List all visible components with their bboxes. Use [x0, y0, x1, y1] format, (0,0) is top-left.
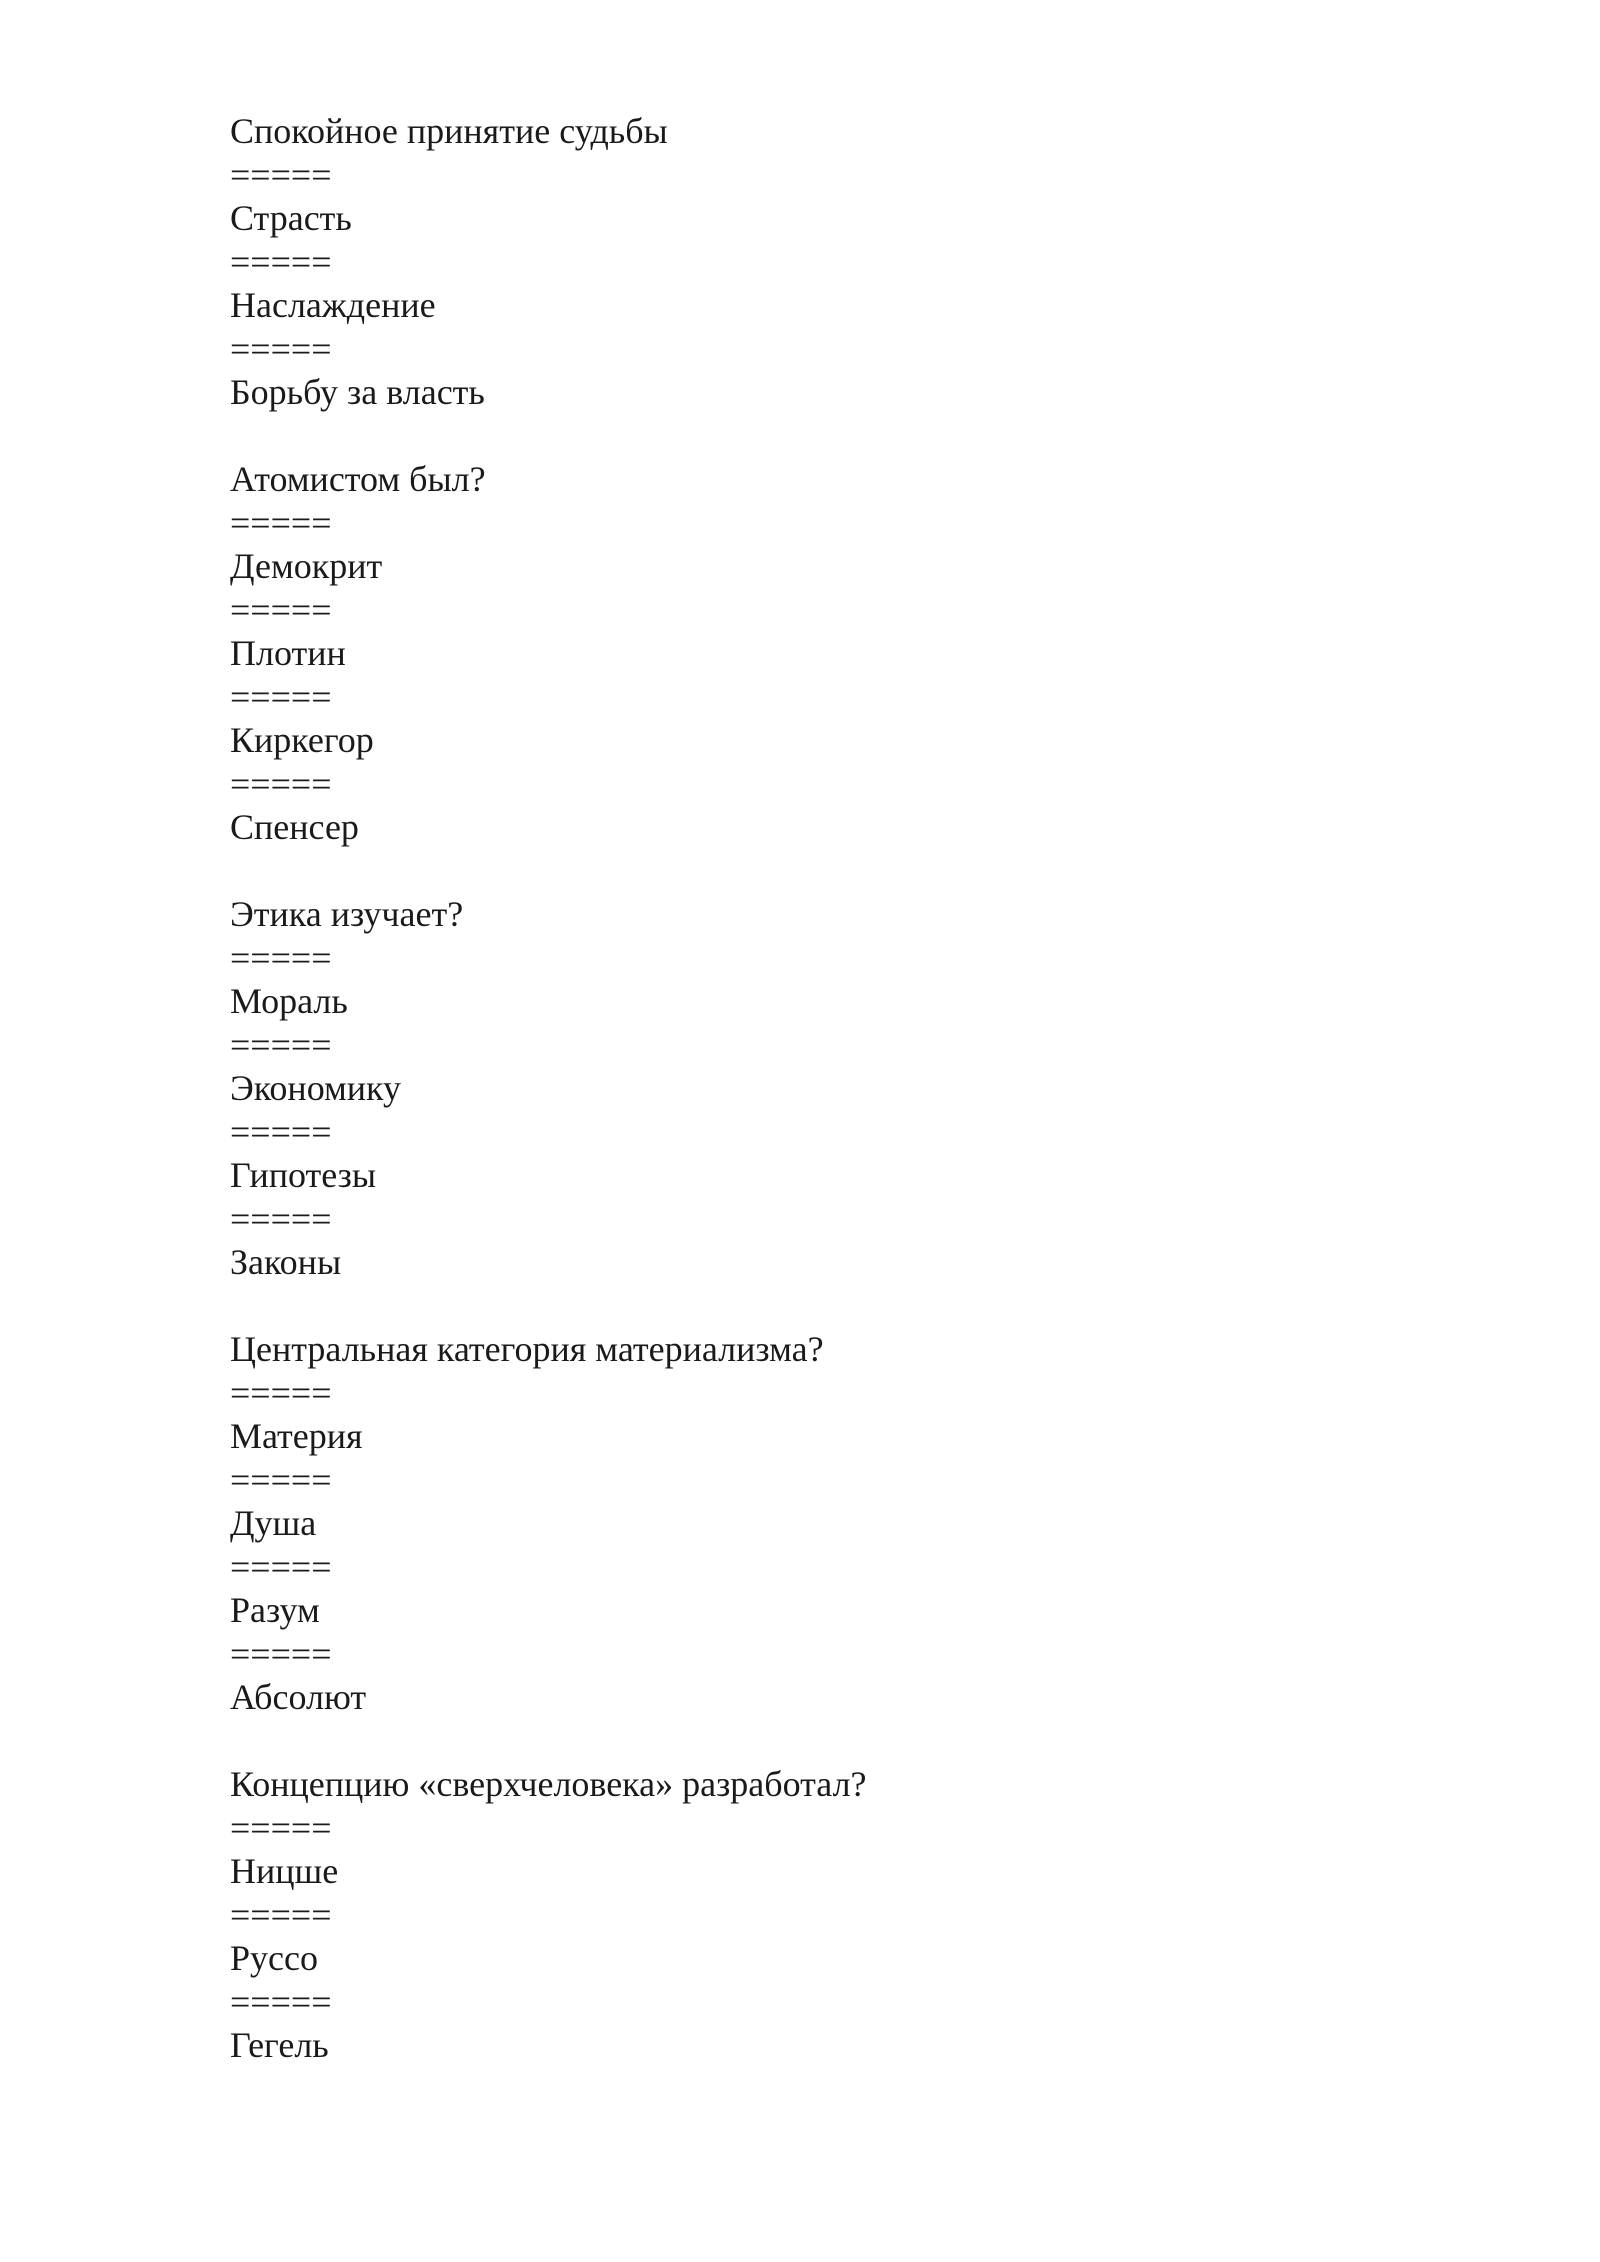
- option-text: Разум: [230, 1590, 320, 1630]
- option-text: Руссо: [230, 1938, 318, 1978]
- option-text: Экономику: [230, 1068, 402, 1108]
- question-text: Атомистом был?: [230, 459, 486, 499]
- separator: =====: [230, 1459, 332, 1500]
- option-text: Наслаждение: [230, 285, 436, 325]
- option-text: Киркегор: [230, 720, 374, 760]
- blank-line: [230, 1720, 1430, 1764]
- option-text: Демокрит: [230, 546, 383, 586]
- option-text: Борьбу за власть: [230, 372, 485, 412]
- separator: =====: [230, 1024, 332, 1065]
- option-text: Плотин: [230, 633, 346, 673]
- separator: =====: [230, 1894, 332, 1935]
- separator: =====: [230, 937, 332, 978]
- option-text: Законы: [230, 1242, 342, 1282]
- question-text: Центральная категория материализма?: [230, 1329, 824, 1369]
- option-text: Спокойное принятие судьбы: [230, 111, 668, 151]
- separator: =====: [230, 763, 332, 804]
- question-text: Концепцию «сверхчеловека» разработал?: [230, 1764, 867, 1804]
- option-text: Гегель: [230, 2025, 329, 2065]
- option-text: Мораль: [230, 981, 348, 1021]
- separator: =====: [230, 1372, 332, 1413]
- separator: =====: [230, 502, 332, 543]
- option-text: Страсть: [230, 198, 352, 238]
- separator: =====: [230, 328, 332, 369]
- separator: =====: [230, 241, 332, 282]
- option-text: Ницше: [230, 1851, 339, 1891]
- separator: =====: [230, 1546, 332, 1587]
- separator: =====: [230, 676, 332, 717]
- blank-line: [230, 415, 1430, 459]
- option-text: Гипотезы: [230, 1155, 377, 1195]
- separator: =====: [230, 589, 332, 630]
- option-text: Материя: [230, 1416, 363, 1456]
- separator: =====: [230, 154, 332, 195]
- option-text: Абсолют: [230, 1677, 367, 1717]
- option-text: Душа: [230, 1503, 317, 1543]
- document-content: [230, 110, 1430, 2068]
- separator: =====: [230, 1807, 332, 1848]
- separator: =====: [230, 1111, 332, 1152]
- option-text: Спенсер: [230, 807, 359, 847]
- blank-line: [230, 1285, 1430, 1329]
- blank-line: [230, 850, 1430, 894]
- separator: =====: [230, 1198, 332, 1239]
- separator: =====: [230, 1981, 332, 2022]
- question-text: Этика изучает?: [230, 894, 464, 934]
- separator: =====: [230, 1633, 332, 1674]
